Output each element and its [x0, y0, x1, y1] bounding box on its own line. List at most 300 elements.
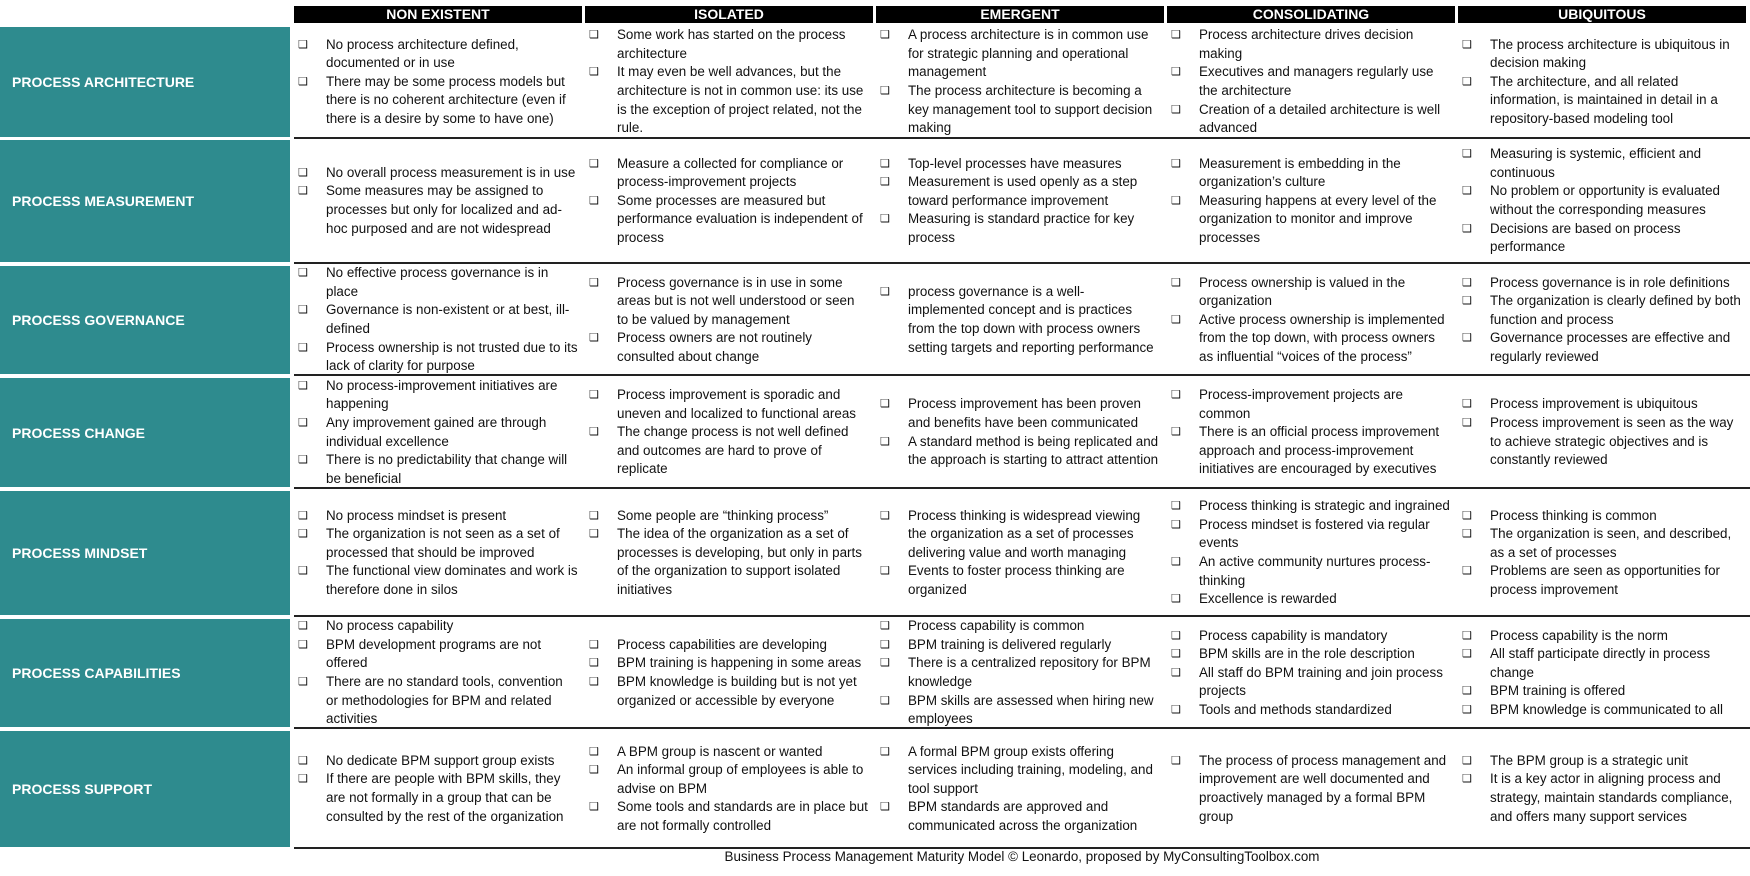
bullet-text: Active process ownership is implemented from the top down, with process owners as influential “voices of the process” [1199, 311, 1445, 364]
bullet-text: The organization is clearly defined by both function and process [1490, 293, 1741, 327]
bullet-text: The architecture, and all related information, is maintained in detail in a repository-based modeling tool [1490, 73, 1718, 126]
checkbox-icon: ❑ [589, 426, 599, 439]
bullet-text: No process capability [326, 618, 454, 634]
bullet-text: BPM development programs are not offered [326, 636, 542, 671]
checkbox-icon: ❑ [589, 509, 599, 522]
checkbox-icon: ❑ [1171, 389, 1181, 402]
checkbox-icon: ❑ [298, 75, 308, 88]
checkbox-icon: ❑ [298, 341, 308, 354]
checkbox-icon: ❑ [298, 379, 308, 392]
matrix-cell [587, 731, 871, 847]
bullet-text: Excellence is rewarded [1199, 591, 1337, 607]
bullet-text: BPM training is offered [1490, 683, 1626, 699]
bullet-text: Decisions are based on process performance [1490, 220, 1681, 255]
bullet-text: process governance is a well-implemented concept and is practices from the top down with process owners setting targets and reporting performance [908, 283, 1154, 355]
bullet-text: Process-improvement projects are common [1199, 387, 1403, 421]
bullet-item [880, 798, 1160, 835]
bullet-item [298, 525, 578, 562]
checkbox-icon: ❑ [1462, 332, 1472, 345]
matrix-cell [1169, 378, 1453, 487]
checkbox-icon: ❑ [298, 565, 308, 578]
bullet-item [1462, 274, 1742, 293]
matrix-cell [1460, 619, 1744, 727]
checkbox-icon: ❑ [298, 267, 308, 280]
bullet-text: Governance is non-existent or at best, ill-defined [326, 302, 570, 336]
checkbox-icon: ❑ [880, 565, 890, 578]
bullet-item [589, 761, 869, 798]
bullet-text: BPM training is delivered regularly [908, 636, 1112, 652]
checkbox-icon: ❑ [589, 676, 599, 688]
bullet-text: Process ownership is valued in the organization [1199, 274, 1406, 309]
checkbox-icon: ❑ [1462, 148, 1472, 161]
bullet-item [1171, 752, 1451, 826]
bullet-text: Some people are “thinking process” [617, 507, 829, 523]
bullet-text: Process improvement has been proven and benefits have been communicated [908, 396, 1141, 430]
matrix-cell [878, 378, 1162, 487]
bullet-text: BPM knowledge is building but is not yet organized or accessible by everyone [617, 674, 857, 708]
checkbox-icon: ❑ [298, 304, 308, 317]
checkbox-icon: ❑ [1462, 685, 1472, 698]
bullet-text: Process thinking is strategic and ingrained [1199, 498, 1450, 514]
checkbox-icon: ❑ [589, 657, 599, 670]
row-label-process-capabilities: PROCESS CAPABILITIES [0, 619, 290, 727]
bullet-text: Any improvement gained are through individual excellence [326, 414, 547, 449]
bullet-item [298, 562, 578, 599]
bullet-item [589, 798, 869, 835]
bullet-text: The change process is not well defined and outcomes are hard to prove of replicate [617, 424, 849, 477]
bullet-item [880, 173, 1160, 210]
checkbox-icon: ❑ [1171, 103, 1181, 116]
bullet-text: Some measures may be assigned to processes but only for localized and ad-hoc purposed and are not widespread [326, 183, 562, 236]
bullet-item [298, 164, 578, 183]
matrix-cell [878, 140, 1162, 262]
bullet-text: Governance processes are effective and regularly reviewed [1490, 330, 1731, 364]
bullet-item [298, 414, 578, 451]
bullet-item [1462, 36, 1742, 73]
checkbox-icon: ❑ [880, 657, 890, 670]
bullet-text: Problems are seen as opportunities for process improvement [1490, 563, 1720, 597]
bullet-text: Process improvement is ubiquitous [1490, 396, 1698, 412]
bullet-item [589, 525, 869, 599]
row-label-process-change: PROCESS CHANGE [0, 378, 290, 487]
footer-caption: Business Process Management Maturity Model © Leonardo, proposed by MyConsultingToolbox.com [724, 849, 1320, 864]
checkbox-icon: ❑ [1171, 194, 1181, 207]
bullet-item [1171, 26, 1451, 63]
bullet-item [1171, 63, 1451, 100]
bullet-item [298, 182, 578, 238]
bullet-text: Creation of a detailed architecture is well advanced [1199, 101, 1441, 136]
bullet-item [589, 423, 869, 479]
bullet-text: No problem or opportunity is evaluated without the corresponding measures [1490, 183, 1721, 217]
bullet-item [298, 264, 578, 301]
bullet-text: No effective process governance is in place [326, 265, 549, 299]
bullet-item [1462, 395, 1742, 414]
checkbox-icon: ❑ [880, 85, 890, 97]
matrix-cell [296, 266, 580, 374]
checkbox-icon: ❑ [1462, 75, 1472, 88]
checkbox-icon: ❑ [589, 66, 599, 79]
bullet-item [880, 395, 1160, 432]
checkbox-icon: ❑ [1171, 648, 1181, 661]
checkbox-icon: ❑ [1462, 398, 1472, 411]
bullet-text: No process-improvement initiatives are happening [326, 377, 558, 412]
bullet-item [880, 654, 1160, 691]
bullet-text: The process of process management and improvement are well documented and proactively managed by a formal BPM group [1199, 752, 1447, 824]
checkbox-icon: ❑ [589, 764, 599, 777]
checkbox-icon: ❑ [1171, 426, 1181, 439]
bullet-item [298, 636, 578, 673]
bullet-text: An active community nurtures process-thinking [1199, 554, 1431, 588]
matrix-cell [1169, 266, 1453, 374]
checkbox-icon: ❑ [880, 176, 890, 189]
matrix-cell [878, 266, 1162, 374]
bullet-item [589, 636, 869, 655]
bullet-text: Process improvement is sporadic and uneven and localized to functional areas [617, 387, 856, 421]
checkbox-icon: ❑ [1462, 773, 1472, 786]
checkbox-icon: ❑ [1171, 629, 1181, 642]
checkbox-icon: ❑ [589, 638, 599, 651]
bullet-item [1462, 525, 1742, 562]
checkbox-icon: ❑ [1462, 38, 1472, 51]
bullet-text: BPM training is happening in some areas [617, 655, 862, 671]
bullet-item [1462, 414, 1742, 470]
bullet-text: Process governance is in role definitions [1490, 274, 1730, 290]
checkbox-icon: ❑ [298, 773, 308, 786]
bullet-text: An informal group of employees is able to advise on BPM [617, 762, 864, 796]
matrix-cell [296, 731, 580, 847]
bullet-text: Measuring is standard practice for key process [908, 211, 1135, 245]
bullet-text: Some processes are measured but performance evaluation is independent of process [617, 192, 863, 245]
bullet-text: A process architecture is in common use for strategic planning and operational management [908, 27, 1149, 80]
bullet-item [1462, 562, 1742, 599]
column-header-consolidating: CONSOLIDATING [1167, 6, 1455, 23]
checkbox-icon: ❑ [1171, 754, 1181, 767]
checkbox-icon: ❑ [1462, 185, 1472, 198]
bullet-item [1462, 507, 1742, 526]
row-label-process-support: PROCESS SUPPORT [0, 731, 290, 847]
row-label-process-governance: PROCESS GOVERNANCE [0, 266, 290, 374]
checkbox-icon: ❑ [1171, 29, 1181, 42]
row-label-process-architecture: PROCESS ARCHITECTURE [0, 27, 290, 137]
checkbox-icon: ❑ [1171, 666, 1181, 679]
checkbox-icon: ❑ [1171, 500, 1181, 513]
checkbox-icon: ❑ [1171, 518, 1181, 531]
bullet-item [1462, 701, 1742, 720]
column-header-isolated: ISOLATED [585, 6, 873, 23]
bullet-item [1171, 553, 1451, 590]
bullet-item [589, 329, 869, 366]
bullet-text: Executives and managers regularly use the architecture [1199, 64, 1434, 98]
checkbox-icon: ❑ [880, 157, 890, 170]
checkbox-icon: ❑ [298, 638, 308, 651]
matrix-cell [1460, 731, 1744, 847]
bullet-text: The process architecture is becoming a key management tool to support decision making [908, 83, 1153, 136]
bullet-item [589, 743, 869, 762]
checkbox-icon: ❑ [1171, 313, 1181, 326]
checkbox-icon: ❑ [880, 285, 890, 298]
checkbox-icon: ❑ [880, 509, 890, 522]
bullet-item [1171, 664, 1451, 701]
checkbox-icon: ❑ [880, 801, 890, 814]
bullet-item [880, 26, 1160, 82]
bullet-text: It may even be well advances, but the architecture is not in common use: its use is the exception of project related, not the rule. [617, 64, 864, 136]
bullet-text: Process improvement is seen as the way to achieve strategic objectives and is constantly reviewed [1490, 414, 1734, 468]
bullet-text: There is an official process improvement approach and process-improvement initiatives are encouraged by executives [1199, 424, 1440, 477]
bullet-text: All staff participate directly in process change [1490, 646, 1711, 680]
matrix-cell [1169, 731, 1453, 847]
checkbox-icon: ❑ [589, 157, 599, 170]
checkbox-icon: ❑ [298, 166, 308, 179]
bullet-text: The organization is not seen as a set of processed that should be improved [326, 526, 560, 560]
bullet-item [1171, 101, 1451, 138]
bullet-text: If there are people with BPM skills, they are not formally in a group that can be consulted by the rest of the organization [326, 771, 564, 824]
matrix-cell [1460, 491, 1744, 615]
matrix-cell [1460, 27, 1744, 137]
bullet-item [589, 192, 869, 248]
bullet-text: Process capability is common [908, 618, 1085, 634]
bullet-text: Process capability is the norm [1490, 627, 1668, 643]
bullet-item [1462, 627, 1742, 646]
bullet-item [1171, 192, 1451, 248]
row-label-process-mindset: PROCESS MINDSET [0, 491, 290, 615]
bullet-item [1171, 645, 1451, 664]
matrix-cell [587, 378, 871, 487]
matrix-cell [296, 27, 580, 137]
matrix-cell [296, 140, 580, 262]
bullet-item [1171, 516, 1451, 553]
bullet-item [298, 673, 578, 729]
checkbox-icon: ❑ [589, 528, 599, 541]
checkbox-icon: ❑ [880, 694, 890, 707]
row-label-process-measurement: PROCESS MEASUREMENT [0, 140, 290, 262]
checkbox-icon: ❑ [880, 213, 890, 226]
bullet-text: Process architecture drives decision making [1199, 27, 1414, 61]
checkbox-icon: ❑ [1171, 276, 1181, 289]
checkbox-icon: ❑ [880, 398, 890, 411]
bullet-item [589, 63, 869, 137]
bullet-item [589, 274, 869, 330]
checkbox-icon: ❑ [880, 435, 890, 448]
bullet-text: The process architecture is ubiquitous in decision making [1490, 36, 1730, 71]
bullet-text: BPM skills are assessed when hiring new employees [908, 692, 1154, 727]
checkbox-icon: ❑ [589, 332, 599, 345]
column-header-ubiquitous: UBIQUITOUS [1458, 6, 1746, 23]
bullet-text: The idea of the organization as a set of processes is developing, but only in parts of the organization to support isolated initiatives [617, 526, 862, 597]
bullet-text: Measurement is embedding in the organization’s culture [1199, 155, 1401, 190]
matrix-cell [587, 266, 871, 374]
checkbox-icon: ❑ [1171, 157, 1181, 170]
bullet-item [880, 155, 1160, 174]
bullet-item [1462, 329, 1742, 366]
bullet-item [298, 377, 578, 414]
bullet-text: Measuring happens at every level of the organization to monitor and improve processes [1199, 192, 1437, 245]
checkbox-icon: ❑ [1462, 648, 1472, 661]
bullet-item [1171, 497, 1451, 516]
bullet-text: BPM knowledge is communicated to all [1490, 701, 1723, 717]
bullet-text: Process governance is in use in some areas but is not well understood or seen to be valued by management [617, 274, 855, 327]
matrix-cell [587, 27, 871, 137]
matrix-cell [1169, 619, 1453, 727]
matrix-cell [878, 731, 1162, 847]
bullet-item [880, 82, 1160, 138]
checkbox-icon: ❑ [1462, 703, 1472, 716]
matrix-cell [878, 27, 1162, 137]
bullet-item [1171, 627, 1451, 646]
bullet-text: No overall process measurement is in use [326, 164, 576, 180]
bullet-text: All staff do BPM training and join process projects [1199, 664, 1443, 699]
checkbox-icon: ❑ [880, 745, 890, 758]
column-header-emergent: EMERGENT [876, 6, 1164, 23]
matrix-cell [878, 491, 1162, 615]
bullet-text: Some work has started on the process architecture [617, 27, 846, 61]
bullet-item [880, 507, 1160, 563]
checkbox-icon: ❑ [1171, 556, 1181, 568]
bullet-item [298, 617, 578, 636]
bullet-item [880, 743, 1160, 799]
bullet-text: It is a key actor in aligning process and strategy, maintain standards compliance, and offers many support services [1490, 771, 1733, 824]
bullet-item [1462, 770, 1742, 826]
bullet-item [1462, 645, 1742, 682]
checkbox-icon: ❑ [589, 745, 599, 758]
bullet-item [298, 752, 578, 771]
bullet-item [1462, 73, 1742, 129]
checkbox-icon: ❑ [298, 38, 308, 51]
bullet-item [1171, 423, 1451, 479]
bullet-text: There is no predictability that change will be beneficial [326, 452, 568, 486]
checkbox-icon: ❑ [880, 638, 890, 651]
bullet-item [880, 562, 1160, 599]
checkbox-icon: ❑ [880, 29, 890, 42]
bullet-item [880, 283, 1160, 357]
bullet-text: The BPM group is a strategic unit [1490, 752, 1688, 768]
bullet-text: Tools and methods standardized [1199, 701, 1392, 717]
checkbox-icon: ❑ [1462, 629, 1472, 642]
bullet-item [1462, 292, 1742, 329]
bullet-item [1171, 701, 1451, 720]
checkbox-icon: ❑ [589, 389, 599, 402]
checkbox-icon: ❑ [589, 276, 599, 289]
bullet-item [589, 673, 869, 710]
checkbox-icon: ❑ [1462, 528, 1472, 541]
matrix-cell [1169, 491, 1453, 615]
checkbox-icon: ❑ [298, 509, 308, 522]
bullet-text: Measurement is used openly as a step toward performance improvement [908, 174, 1138, 208]
bullet-item [1171, 274, 1451, 311]
column-header-non-existent: NON EXISTENT [294, 6, 582, 23]
bullet-text: There are no standard tools, convention or methodologies for BPM and related activities [326, 674, 563, 727]
bullet-item [589, 386, 869, 423]
checkbox-icon: ❑ [1171, 703, 1181, 716]
matrix-cell [296, 491, 580, 615]
bullet-item [1171, 386, 1451, 423]
checkbox-icon: ❑ [1171, 593, 1181, 606]
matrix-cell [878, 619, 1162, 727]
bullet-text: Top-level processes have measures [908, 155, 1122, 171]
bullet-item [589, 26, 869, 63]
bullet-item [298, 770, 578, 826]
bullet-text: Process capabilities are developing [617, 636, 827, 652]
bullet-text: BPM standards are approved and communicated across the organization [908, 799, 1138, 833]
bullet-text: A formal BPM group exists offering services including training, modeling, and tool support [908, 743, 1153, 796]
bullet-item [880, 636, 1160, 655]
checkbox-icon: ❑ [1462, 509, 1472, 522]
bullet-text: A standard method is being replicated and the approach is starting to attract attention [908, 433, 1159, 468]
bullet-text: Measuring is systemic, efficient and continuous [1490, 146, 1702, 180]
bullet-item [1462, 182, 1742, 219]
checkbox-icon: ❑ [589, 29, 599, 42]
checkbox-icon: ❑ [298, 676, 308, 688]
bullet-item [1462, 220, 1742, 257]
checkbox-icon: ❑ [1171, 66, 1181, 79]
bullet-item [1462, 682, 1742, 701]
bullet-text: BPM skills are in the role description [1199, 646, 1415, 662]
bullet-text: No dedicate BPM support group exists [326, 752, 555, 768]
bullet-text: Process owners are not routinely consulted about change [617, 330, 813, 364]
checkbox-icon: ❑ [298, 528, 308, 541]
matrix-cell [1460, 140, 1744, 262]
bullet-item [1171, 590, 1451, 609]
bullet-text: Process thinking is widespread viewing the organization as a set of processes delivering value and worth managing [908, 507, 1141, 560]
bullet-text: Process thinking is common [1490, 507, 1657, 523]
bullet-text: There is a centralized repository for BPM knowledge [908, 655, 1151, 689]
bullet-text: Some tools and standards are in place but are not formally controlled [617, 799, 868, 833]
bullet-text: No process mindset is present [326, 507, 507, 523]
checkbox-icon: ❑ [880, 620, 890, 633]
bullet-text: The functional view dominates and work is therefore done in silos [326, 563, 578, 597]
bullet-item [298, 339, 578, 376]
bullet-item [880, 692, 1160, 729]
bullet-item [880, 210, 1160, 247]
bullet-text: A BPM group is nascent or wanted [617, 743, 823, 759]
bullet-item [1462, 145, 1742, 182]
checkbox-icon: ❑ [589, 801, 599, 814]
matrix-cell [296, 619, 580, 727]
checkbox-icon: ❑ [298, 185, 308, 198]
checkbox-icon: ❑ [1462, 276, 1472, 289]
bullet-item [1171, 311, 1451, 367]
bullet-item [1462, 752, 1742, 771]
matrix-cell [1460, 378, 1744, 487]
matrix-cell [1169, 140, 1453, 262]
bullet-text: Events to foster process thinking are organized [908, 563, 1125, 597]
matrix-cell [296, 378, 580, 487]
bullet-item [1171, 155, 1451, 192]
matrix-cell [587, 140, 871, 262]
checkbox-icon: ❑ [1462, 416, 1472, 429]
matrix-cell [587, 619, 871, 727]
bullet-item [589, 654, 869, 673]
bullet-text: Process capability is mandatory [1199, 627, 1388, 643]
matrix-cell [587, 491, 871, 615]
bullet-item [298, 301, 578, 338]
matrix-cell [1169, 27, 1453, 137]
checkbox-icon: ❑ [298, 416, 308, 429]
bullet-text: No process architecture defined, documented or in use [326, 36, 519, 71]
matrix-cell [1460, 266, 1744, 374]
checkbox-icon: ❑ [298, 620, 308, 633]
bullet-item [880, 433, 1160, 470]
bullet-item [298, 73, 578, 129]
bullet-item [298, 36, 578, 73]
bullet-text: Process ownership is not trusted due to its lack of clarity for purpose [326, 339, 578, 374]
checkbox-icon: ❑ [1462, 295, 1472, 308]
bullet-text: There may be some process models but there is no coherent architecture (even if there is a desire by some to have one) [326, 73, 566, 126]
bullet-text: Process mindset is fostered via regular events [1199, 516, 1430, 551]
bullet-text: Measure a collected for compliance or process-improvement projects [617, 155, 844, 190]
checkbox-icon: ❑ [1462, 754, 1472, 767]
checkbox-icon: ❑ [589, 194, 599, 207]
bullet-text: The organization is seen, and described, as a set of processes [1490, 526, 1732, 560]
